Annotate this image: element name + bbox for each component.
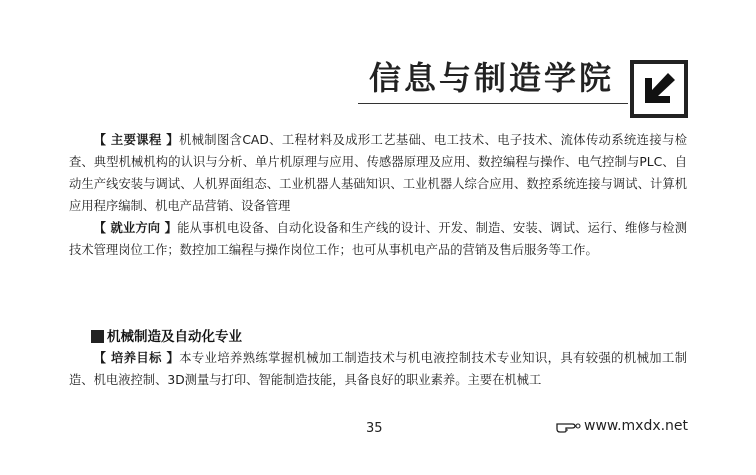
training-goal-text: 本专业培养熟练掌握机械加工制造技术与机电液控制技术专业知识，具有较强的机械加工制造、机电液控制、3D测量与打印、智能制造技能，具备良好的职业素养。主要在机械工 [69, 351, 687, 387]
section-heading [91, 327, 242, 347]
website-link[interactable] [556, 418, 688, 434]
website-url: www.mxdx.net [584, 418, 689, 434]
square-bullet-icon [91, 330, 104, 343]
main-courses-label: 【 主要课程 】 [93, 133, 179, 147]
training-goal-paragraph [69, 347, 687, 391]
header-title: 信息与制造学院 [369, 59, 615, 97]
header-divider [358, 103, 628, 104]
program-description [69, 129, 687, 261]
main-courses-text: 机械制图含CAD、工程材料及成形工艺基础、电工技术、电子技术、流体传动系统连接与检查、典型机械机构的认识与分析、单片机原理与应用、传感器原理及应用、数控编程与操作、电气控制与PLC、自动生产线安装与调试、人机界面组态、工业机器人基础知识、工业机器人综合应用、数控系统连接与调试、计算机应用程序编制、机电产品营销、设备管理 [69, 133, 687, 213]
arrow-down-left-icon [630, 60, 688, 118]
training-goal-label: 【 培养目标 】 [93, 351, 180, 365]
section-body [69, 347, 687, 391]
pointing-hand-icon [556, 419, 582, 433]
career-paragraph [69, 217, 687, 261]
main-courses-paragraph [69, 129, 687, 217]
page-number: 35 [366, 421, 383, 436]
career-label: 【 就业方向 】 [93, 221, 178, 235]
section-heading-text: 机械制造及自动化专业 [107, 329, 242, 345]
career-text: 能从事机电设备、自动化设备和生产线的设计、开发、制造、安装、调试、运行、维修与检测技术管理岗位工作；数控加工编程与操作岗位工作；也可从事机电产品的营销及售后服务等工作。 [69, 221, 687, 257]
